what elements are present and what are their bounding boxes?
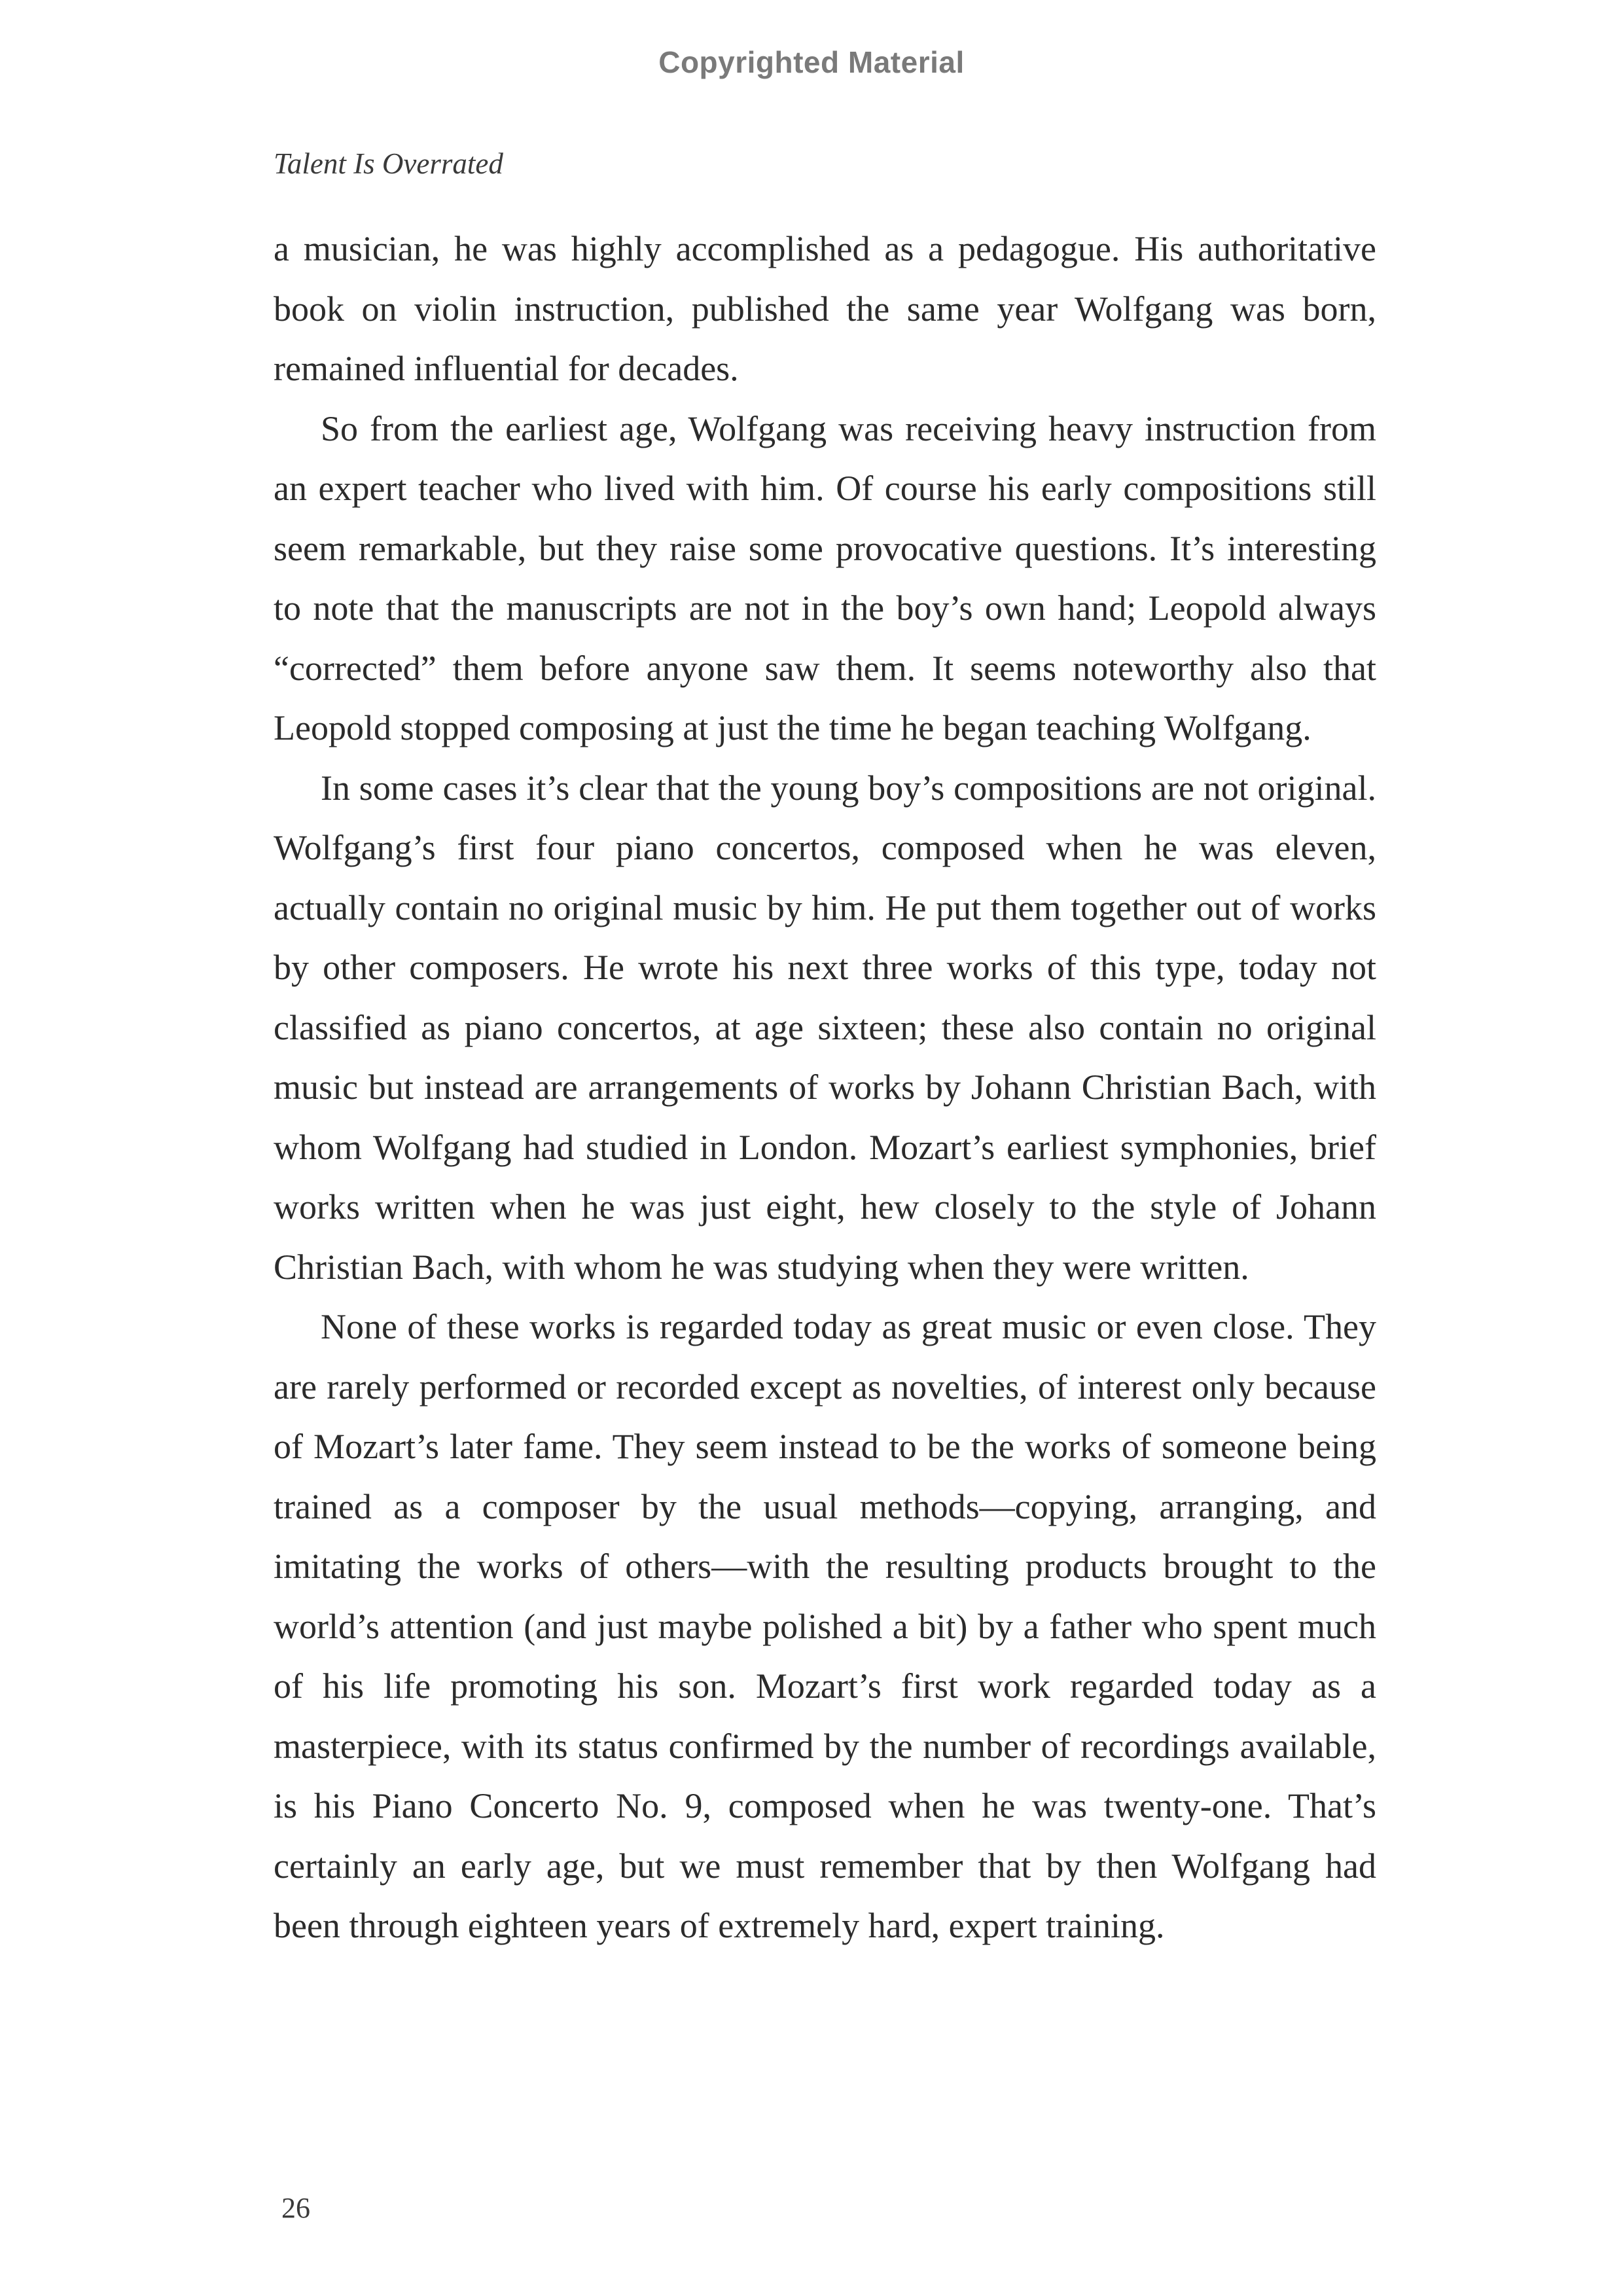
running-head: Talent Is Overrated	[274, 147, 503, 180]
paragraph-1: a musician, he was highly accomplished as a pedagogue. His authoritative book on violin instruction, published the same year Wolfgang was born, remained influential for decades.	[274, 229, 1376, 388]
body-text	[274, 219, 1376, 1956]
paragraph-2: So from the earliest age, Wolfgang was receiving heavy instruction from an expert teacher who lived with him. Of course his early compositions still seem remarkable, but they raise some provocative questions. It’s interesting to note that the manuscripts are not in the boy’s own hand; Leopold always “corrected” them before anyone saw them. It seems noteworthy also that Leopold stopped composing at just the time he began teaching Wolfgang.	[274, 408, 1376, 747]
page-number: 26	[281, 2192, 310, 2224]
paragraph-3: In some cases it’s clear that the young boy’s compositions are not original. Wolfgang’s first four piano concertos, composed when he was eleven, actually contain no original music by him. He put them together out of works by other composers. He wrote his next three works of this type, today not classified as piano concertos, at age sixteen; these also contain no original music but instead are arrangements of works by Johann Christian Bach, with whom Wolfgang had studied in London. Mozart’s earliest symphonies, brief works written when he was just eight, hew closely to the style of Johann Christian Bach, with whom he was studying when they were written.	[274, 768, 1376, 1287]
paragraph-4: None of these works is regarded today as great music or even close. They are rarely performed or recorded except as novelties, of interest only because of Mozart’s later fame. They seem instead to be the works of someone being trained as a composer by the usual methods—copying, arranging, and imitating the works of others—with the resulting products brought to the world’s attention (and just maybe polished a bit) by a father who spent much of his life promoting his son. Mozart’s first work regarded today as a masterpiece, with its status confirmed by the number of recordings available, is his Piano Concerto No. 9, composed when he was twenty-one. That’s certainly an early age, but we must remember that by then Wolfgang had been through eighteen years of extremely hard, expert training.	[274, 1307, 1376, 1945]
copyright-watermark: Copyrighted Material	[658, 45, 965, 79]
